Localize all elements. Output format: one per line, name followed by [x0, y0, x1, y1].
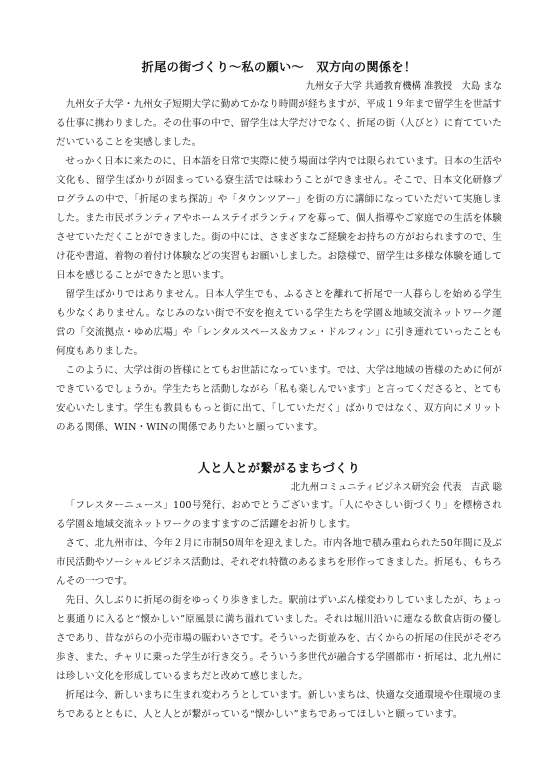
article-1 — [56, 58, 502, 437]
article-2-author: 北九州コミュニティビジネス研究会 代表 吉武 聡 — [291, 482, 502, 493]
article-2-body — [56, 496, 502, 724]
article-2-title: 人と人とが繋がるまちづくり — [197, 461, 361, 475]
article-1-paragraph: 九州女子大学・九州女子短期大学に勤めてかなり時間が経ちますが、平成１９年まで留学生を世話する仕事に携わりました。その仕事の中で、留学生は大学だけでなく、折尾の街（人びと）に育てていただいていることを実感しました。 — [56, 99, 502, 148]
article-1-author: 九州女子大学 共通教育機構 准教授 大島 まな — [305, 81, 502, 92]
article-1-paragraph: 留学生ばかりではありません。日本人学生でも、ふるさとを離れて折尾で一人暮らしを始める学生も少なくありません。なじみのない街で不安を抱えている学生たちを学園＆地域交流ネットワーク運営の「交流拠点・ゆめ広場」や「レンタルスペース＆カフェ・ドルフィン」に引き連れていったことも何度もありました。 — [56, 289, 502, 357]
article-1-body — [56, 95, 502, 437]
article-1-paragraph: せっかく日本に来たのに、日本語を日常で実際に使う場面は学内では限られています。日本の生活や文化も、留学生ばかりが固まっている寮生活では味わうことができません。そこで、日本文化研修プログラムの中で、「折尾のまち探訪」や「タウンツアー」を街の方に講師になっていただいて実施しました。また市民ボランティアやホームステイボランティアを募って、個人指導やご家庭での生活を体験させていただくことができました。街の中には、さまざまなご経験をお持ちの方がおられますので、生け花や書道、着物の着付け体験などの実習もお願いしました。お陰様で、留学生は多様な体験を通して日本を感じることができたと思います。 — [56, 156, 502, 281]
article-2-paragraph: 先日、久しぶりに折尾の街をゆっくり歩きました。駅前はずいぶん様変わりしていましたが、ちょっと裏通りに入ると“懐かしい”原風景に満ち溢れていました。それは堀川沿いに連なる飲食店街の優しさであり、昔ながらの小売市場の賑わいさです。そういった街並みを、古くからの折尾の住民がそぞろ歩き、また、チャリに乗った学生が行き交う。そういう多世代が融合する学園都市・折尾は、北九州には珍しい文化を形成しているまちだと改めて感じました。 — [56, 595, 502, 682]
article-2-paragraph: 「フレスターニュース」100号発行、おめでとうございます。「人にやさしい街づくり」を標榜される学園＆地域交流ネットワークのますますのご活躍をお祈りします。 — [56, 500, 502, 530]
article-2 — [56, 459, 502, 724]
article-2-paragraph: 折尾は今、新しいまちに生まれ変わろうとしています。新しいまちは、快適な交通環境や住環境のまちであるとともに、人と人とが繋がっている“懐かしい”まちであってほしいと願っています。 — [56, 690, 502, 720]
article-1-paragraph: このように、大学は街の皆様にとてもお世話になっています。では、大学は地域の皆様のために何ができているでしょうか。学生たちと活動しながら「私も楽しんでいます」と言ってくださると、とても安心いたします。学生も教員ももっと街に出て、「していただく」ばかりではなく、双方向にメリットのある関係、WIN・WINの関係でありたいと願っています。 — [56, 365, 502, 433]
article-2-paragraph: さて、北九州市は、今年２月に市制50周年を迎えました。市内各地で積み重ねられた50年間に及ぶ市民活動やソーシャルビジネス活動は、それぞれ特徴のあるまちを形作ってきました。折尾も、もちろんその一つです。 — [56, 538, 502, 587]
article-1-title: 折尾の街づくり～私の願い～ 双方向の関係を！ — [141, 60, 417, 74]
